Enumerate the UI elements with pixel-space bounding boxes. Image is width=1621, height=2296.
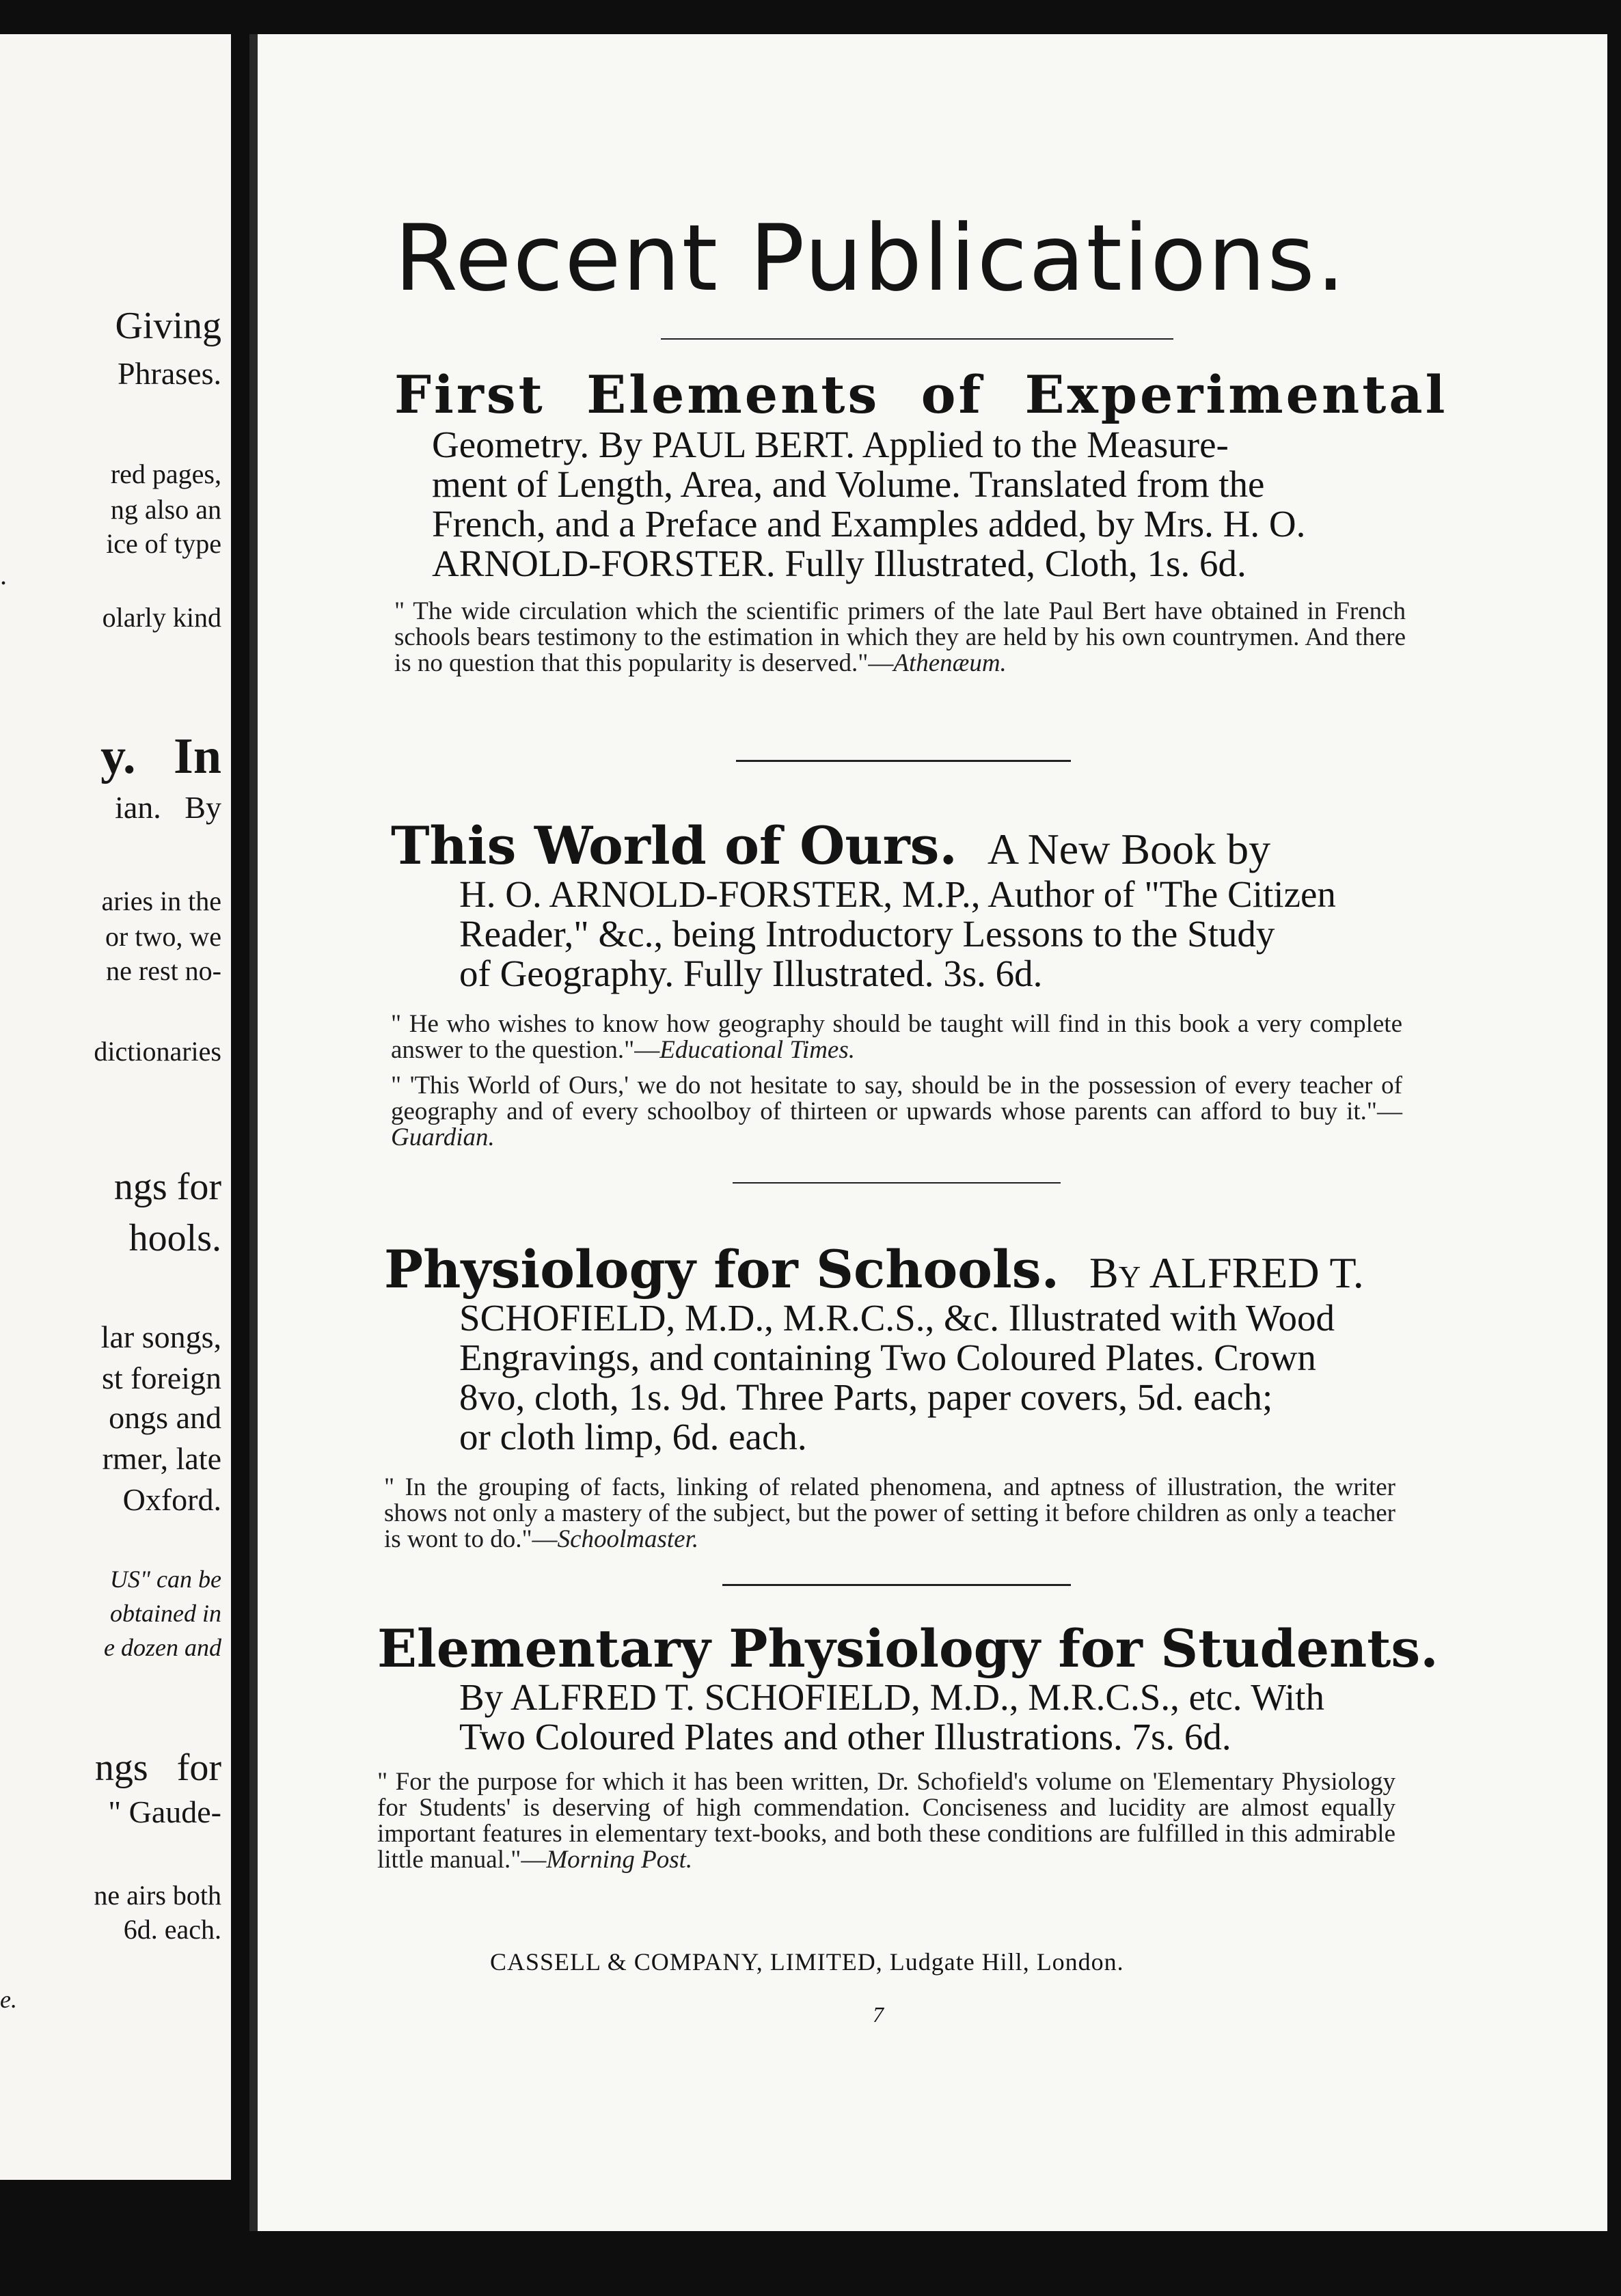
entry-line: Engravings, and containing Two Coloured Plates. Crown [459, 1337, 1316, 1378]
left-line: ian. By [115, 790, 221, 825]
section-divider [733, 1182, 1061, 1184]
entry-heading-tail: A New Book by [987, 825, 1271, 873]
left-line: Oxford. [122, 1482, 221, 1517]
entry-physiology-for-schools [384, 1239, 1402, 1553]
review-source: Guardian. [391, 1123, 495, 1151]
entry-line: By ALFRED T. SCHOFIELD, M.D., M.R.C.S., etc. With [459, 1676, 1324, 1718]
entry-heading-tail: By ALFRED T. [1089, 1248, 1364, 1297]
left-line: . [0, 560, 7, 590]
left-page-fragment [0, 34, 231, 2180]
entry-heading: Elementary Physiology for Students. [377, 1618, 1439, 1679]
left-line: ongs and [109, 1400, 221, 1435]
entry-line: ARNOLD-FORSTER. Fully Illustrated, Cloth, 1s. 6d. [432, 543, 1247, 584]
left-line: olarly kind [102, 602, 221, 633]
page-title: Recent Publications. [394, 205, 1347, 312]
left-line: rmer, late [102, 1441, 221, 1476]
left-line: obtained in [110, 1600, 221, 1627]
left-line: aries in the [101, 886, 221, 916]
left-line: st foreign [101, 1361, 221, 1395]
left-line: " Gaude- [108, 1794, 221, 1829]
left-line: e. [0, 1986, 17, 2013]
entry-line: of Geography. Fully Illustrated. 3s. 6d. [459, 953, 1043, 994]
entry-line: ment of Length, Area, and Volume. Translated from the [432, 463, 1265, 505]
review-source: Educational Times. [659, 1036, 855, 1064]
page-number: 7 [873, 2002, 884, 2027]
entry-first-elements [394, 364, 1448, 677]
left-line: dictionaries [94, 1036, 221, 1067]
review-source: Schoolmaster. [557, 1525, 699, 1553]
entry-elementary-physiology [377, 1618, 1439, 1874]
entry-this-world-of-ours [391, 815, 1409, 1151]
left-line: hools. [128, 1217, 221, 1259]
left-line: or two, we [105, 921, 221, 952]
left-line: Giving [115, 305, 221, 347]
left-line: 6d. each. [123, 1914, 221, 1945]
review-source: Athenæum. [893, 649, 1007, 677]
entry-line: 8vo, cloth, 1s. 9d. Three Parts, paper covers, 5d. each; [459, 1376, 1273, 1418]
entry-line: Geometry. By PAUL BERT. Applied to the Measure- [432, 424, 1229, 465]
left-line: Phrases. [117, 356, 221, 391]
entry-line: SCHOFIELD, M.D., M.R.C.S., &c. Illustrated with Wood [459, 1297, 1335, 1339]
review-source: Morning Post. [546, 1846, 693, 1874]
left-line: lar songs, [100, 1320, 221, 1354]
left-line: e dozen and [104, 1634, 221, 1661]
section-divider [736, 760, 1071, 762]
left-line: y. In [100, 728, 221, 784]
publisher-footer: CASSELL & COMPANY, LIMITED, Ludgate Hill, London. [490, 1948, 1124, 1976]
review-quote: " 'This World of Ours,' we do not hesitate to say, should be in the possession of every teacher of geography and of every schoolboy of thirteen or upwards whose parents can afford to buy it."—Guardian. [391, 1071, 1402, 1151]
left-line: ng also an [110, 494, 221, 525]
entry-heading: This World of Ours. [391, 815, 957, 876]
left-line: ice of type [106, 528, 221, 559]
entry-heading: First Elements of Experimental [394, 364, 1448, 425]
entry-line: French, and a Preface and Examples added, by Mrs. H. O. [432, 503, 1306, 545]
review-quote: " He who wishes to know how geography should be taught will find in this book a very complete answer to the question."—Educational Times. [391, 1010, 1402, 1064]
review-quote: " In the grouping of facts, linking of related phenomena, and aptness of illustration, the writer shows not only a mastery of the subject, but the power of setting it before children as only a teacher is wont to do."—Schoolmaster. [384, 1473, 1395, 1553]
review-quote: " The wide circulation which the scientific primers of the late Paul Bert have obtained in French schools bears testimony to the estimation in which they are held by his own countrymen. And there is no question that this popularity is deserved."—Athenæum. [394, 597, 1406, 677]
entry-line: Two Coloured Plates and other Illustrations. 7s. 6d. [459, 1716, 1231, 1758]
title-rule [661, 338, 1173, 340]
entry-line: H. O. ARNOLD-FORSTER, M.P., Author of "The Citizen [459, 873, 1336, 915]
main-page [249, 34, 1607, 2231]
left-line: ngs for [94, 1747, 221, 1789]
entry-heading: Physiology for Schools. [384, 1239, 1060, 1300]
left-line: ngs for [113, 1166, 221, 1208]
left-line: US" can be [109, 1566, 221, 1593]
left-line: red pages, [110, 459, 221, 489]
section-divider [722, 1584, 1071, 1586]
entry-line: Reader," &c., being Introductory Lessons to the Study [459, 913, 1275, 955]
entry-line: or cloth limp, 6d. each. [459, 1416, 807, 1458]
left-line: ne rest no- [106, 955, 221, 986]
review-quote: " For the purpose for which it has been written, Dr. Schofield's volume on 'Elementary Physiology for Students' is deserving of high commendation. Conciseness and lucidity are almost equally important features in elementary text-books, and both these conditions are fulfilled in this admirable little manual."—Morning Post. [377, 1768, 1395, 1874]
left-line: ne airs both [94, 1880, 221, 1911]
